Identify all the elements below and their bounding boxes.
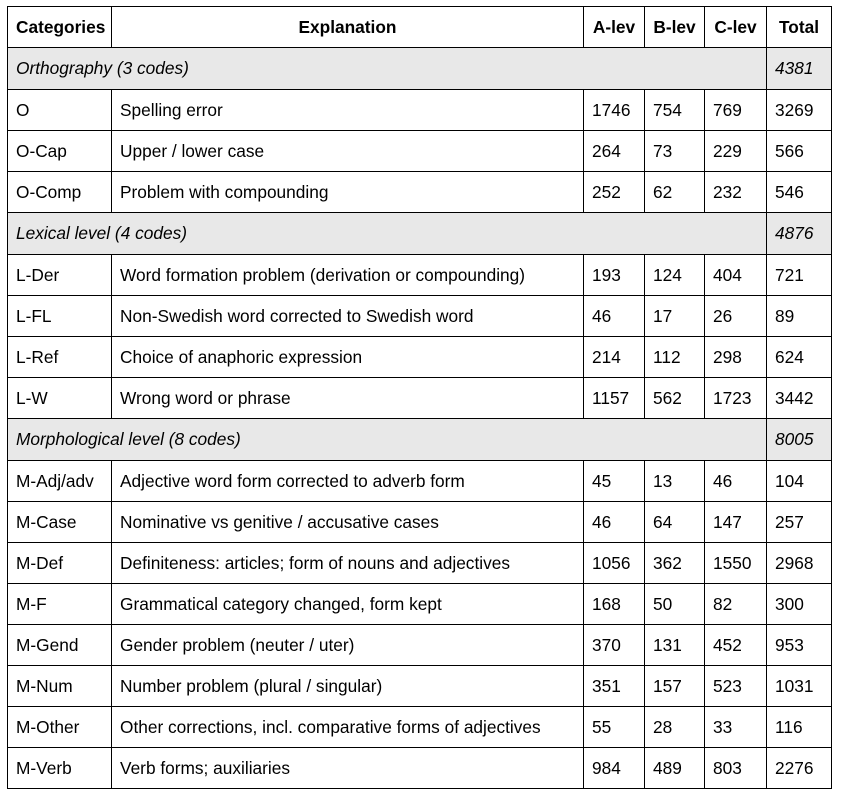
total-cell: 953: [767, 625, 832, 666]
explanation-cell: Choice of anaphoric expression: [112, 337, 584, 378]
b-lev-cell: 562: [645, 378, 705, 419]
c-lev-cell: 147: [705, 502, 767, 543]
c-lev-cell: 229: [705, 131, 767, 172]
explanation-cell: Adjective word form corrected to adverb form: [112, 461, 584, 502]
section-total: 8005: [767, 419, 832, 461]
header-b-lev: B-lev: [645, 7, 705, 48]
b-lev-cell: 112: [645, 337, 705, 378]
explanation-cell: Upper / lower case: [112, 131, 584, 172]
code-cell: L-FL: [8, 296, 112, 337]
code-cell: M-Num: [8, 666, 112, 707]
table-row: [8, 543, 832, 584]
code-cell: M-Gend: [8, 625, 112, 666]
a-lev-cell: 214: [584, 337, 645, 378]
total-cell: 104: [767, 461, 832, 502]
total-cell: 89: [767, 296, 832, 337]
a-lev-cell: 252: [584, 172, 645, 213]
b-lev-cell: 64: [645, 502, 705, 543]
c-lev-cell: 1723: [705, 378, 767, 419]
code-cell: M-F: [8, 584, 112, 625]
explanation-cell: Other corrections, incl. comparative forms of adjectives: [112, 707, 584, 748]
section-row: [8, 419, 832, 461]
table-row: [8, 666, 832, 707]
c-lev-cell: 82: [705, 584, 767, 625]
a-lev-cell: 351: [584, 666, 645, 707]
a-lev-cell: 193: [584, 255, 645, 296]
a-lev-cell: 1157: [584, 378, 645, 419]
total-cell: 566: [767, 131, 832, 172]
table-row: [8, 584, 832, 625]
c-lev-cell: 769: [705, 90, 767, 131]
b-lev-cell: 62: [645, 172, 705, 213]
total-cell: 257: [767, 502, 832, 543]
table-row: [8, 90, 832, 131]
a-lev-cell: 1746: [584, 90, 645, 131]
a-lev-cell: 984: [584, 748, 645, 789]
total-cell: 624: [767, 337, 832, 378]
header-explanation: Explanation: [112, 7, 584, 48]
c-lev-cell: 452: [705, 625, 767, 666]
b-lev-cell: 50: [645, 584, 705, 625]
c-lev-cell: 298: [705, 337, 767, 378]
explanation-cell: Verb forms; auxiliaries: [112, 748, 584, 789]
c-lev-cell: 232: [705, 172, 767, 213]
section-title: Orthography (3 codes): [8, 48, 767, 90]
table-row: [8, 296, 832, 337]
header-total: Total: [767, 7, 832, 48]
explanation-cell: Grammatical category changed, form kept: [112, 584, 584, 625]
b-lev-cell: 362: [645, 543, 705, 584]
c-lev-cell: 46: [705, 461, 767, 502]
explanation-cell: Gender problem (neuter / uter): [112, 625, 584, 666]
code-cell: L-Ref: [8, 337, 112, 378]
explanation-cell: Wrong word or phrase: [112, 378, 584, 419]
a-lev-cell: 168: [584, 584, 645, 625]
total-cell: 3442: [767, 378, 832, 419]
explanation-cell: Word formation problem (derivation or compounding): [112, 255, 584, 296]
section-total: 4381: [767, 48, 832, 90]
explanation-cell: Problem with compounding: [112, 172, 584, 213]
table-row: [8, 502, 832, 543]
header-row: [8, 7, 832, 48]
b-lev-cell: 28: [645, 707, 705, 748]
table-row: [8, 461, 832, 502]
b-lev-cell: 157: [645, 666, 705, 707]
table-row: [8, 337, 832, 378]
total-cell: 546: [767, 172, 832, 213]
section-total: 4876: [767, 213, 832, 255]
explanation-cell: Nominative vs genitive / accusative cases: [112, 502, 584, 543]
header-categories: Categories: [8, 7, 112, 48]
code-cell: M-Verb: [8, 748, 112, 789]
b-lev-cell: 17: [645, 296, 705, 337]
table-body: [8, 48, 832, 789]
code-cell: O-Comp: [8, 172, 112, 213]
error-codes-table: [7, 6, 832, 789]
b-lev-cell: 489: [645, 748, 705, 789]
header-c-lev: C-lev: [705, 7, 767, 48]
c-lev-cell: 33: [705, 707, 767, 748]
table-row: [8, 255, 832, 296]
total-cell: 2968: [767, 543, 832, 584]
c-lev-cell: 803: [705, 748, 767, 789]
code-cell: L-Der: [8, 255, 112, 296]
section-row: [8, 48, 832, 90]
table-row: [8, 625, 832, 666]
b-lev-cell: 73: [645, 131, 705, 172]
total-cell: 300: [767, 584, 832, 625]
code-cell: O: [8, 90, 112, 131]
c-lev-cell: 26: [705, 296, 767, 337]
a-lev-cell: 55: [584, 707, 645, 748]
b-lev-cell: 131: [645, 625, 705, 666]
table-row: [8, 707, 832, 748]
table-row: [8, 172, 832, 213]
a-lev-cell: 264: [584, 131, 645, 172]
code-cell: M-Adj/adv: [8, 461, 112, 502]
b-lev-cell: 124: [645, 255, 705, 296]
table-row: [8, 748, 832, 789]
section-row: [8, 213, 832, 255]
b-lev-cell: 754: [645, 90, 705, 131]
c-lev-cell: 1550: [705, 543, 767, 584]
code-cell: M-Case: [8, 502, 112, 543]
explanation-cell: Spelling error: [112, 90, 584, 131]
code-cell: L-W: [8, 378, 112, 419]
total-cell: 116: [767, 707, 832, 748]
explanation-cell: Definiteness: articles; form of nouns and adjectives: [112, 543, 584, 584]
a-lev-cell: 45: [584, 461, 645, 502]
table-row: [8, 378, 832, 419]
header-a-lev: A-lev: [584, 7, 645, 48]
code-cell: O-Cap: [8, 131, 112, 172]
total-cell: 2276: [767, 748, 832, 789]
table-row: [8, 131, 832, 172]
total-cell: 3269: [767, 90, 832, 131]
c-lev-cell: 523: [705, 666, 767, 707]
code-cell: M-Other: [8, 707, 112, 748]
a-lev-cell: 370: [584, 625, 645, 666]
explanation-cell: Number problem (plural / singular): [112, 666, 584, 707]
section-title: Morphological level (8 codes): [8, 419, 767, 461]
explanation-cell: Non-Swedish word corrected to Swedish word: [112, 296, 584, 337]
c-lev-cell: 404: [705, 255, 767, 296]
total-cell: 721: [767, 255, 832, 296]
code-cell: M-Def: [8, 543, 112, 584]
a-lev-cell: 46: [584, 296, 645, 337]
a-lev-cell: 1056: [584, 543, 645, 584]
total-cell: 1031: [767, 666, 832, 707]
b-lev-cell: 13: [645, 461, 705, 502]
a-lev-cell: 46: [584, 502, 645, 543]
section-title: Lexical level (4 codes): [8, 213, 767, 255]
